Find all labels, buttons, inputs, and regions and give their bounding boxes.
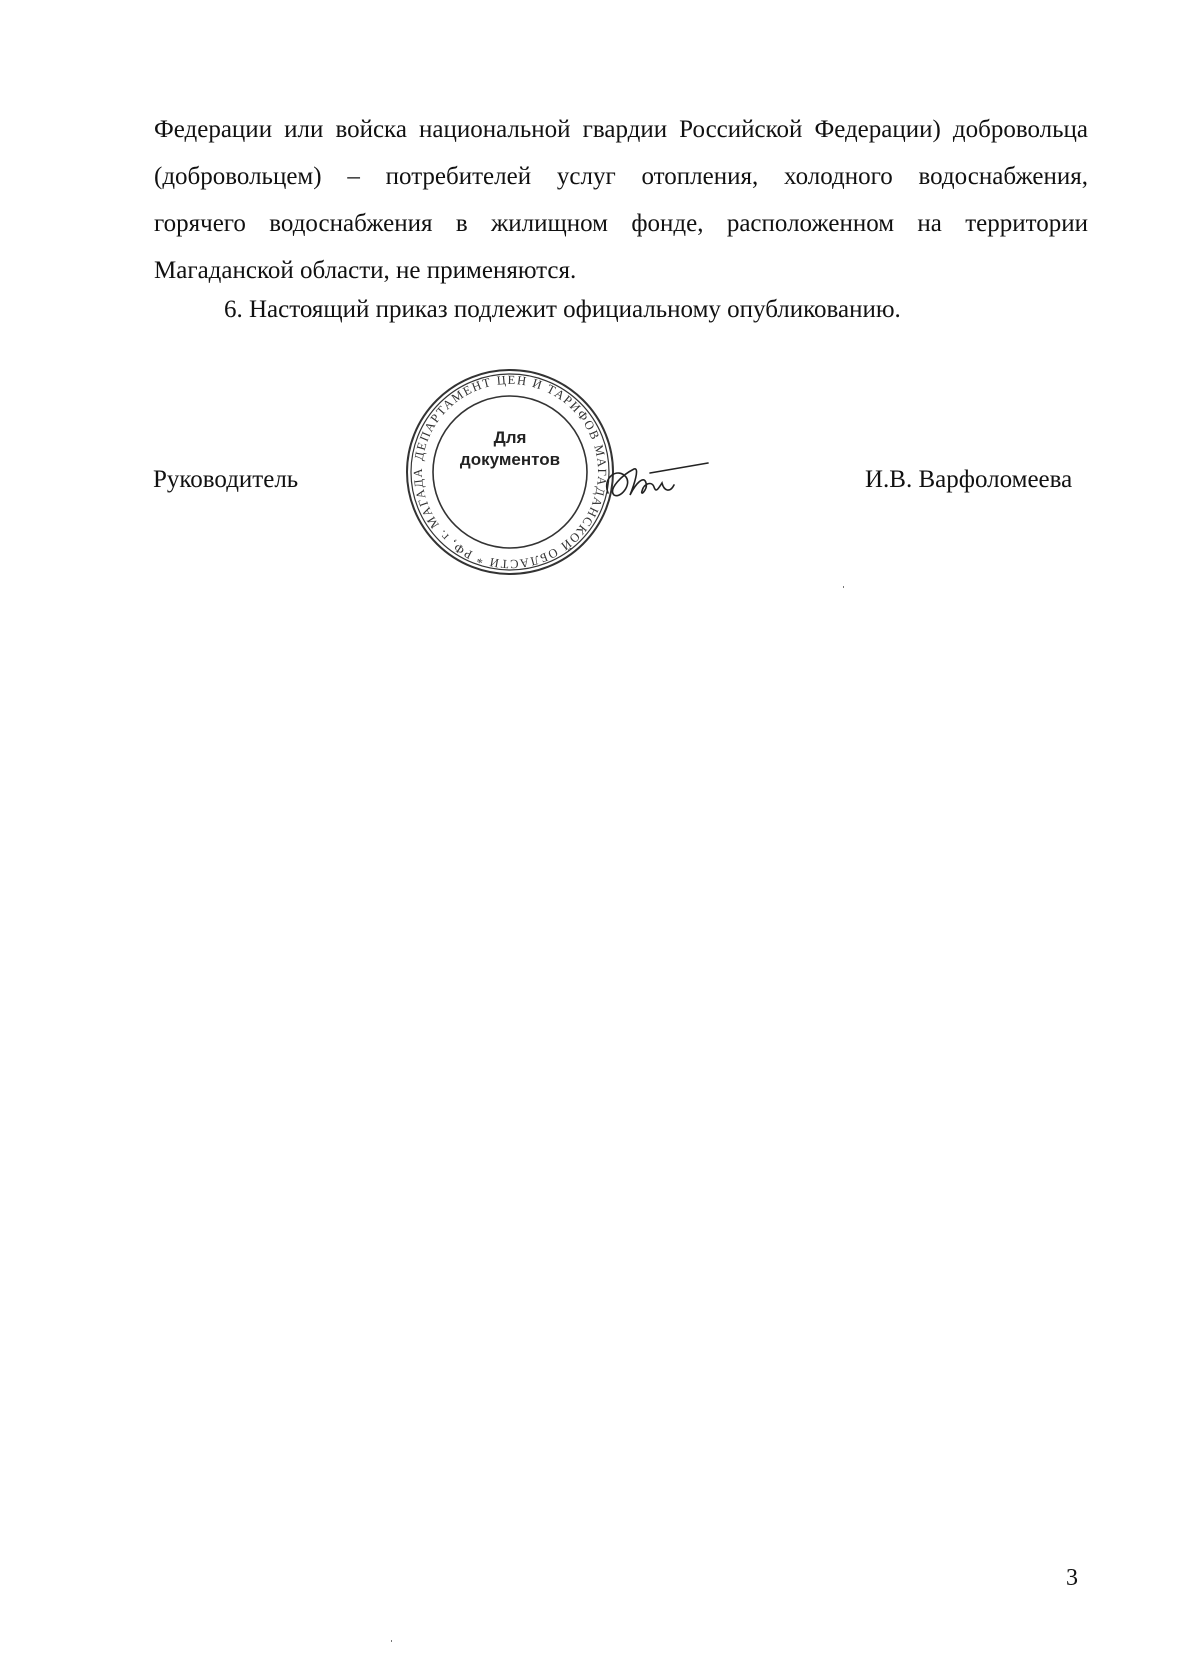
page-number: 3 [1066, 1565, 1078, 1591]
stamp-outer-text: ДЕПАРТАМЕНТ ЦЕН И ТАРИФОВ МАГАДАНСКОЙ ОБЛАСТИ * РФ, г. МАГАДА [410, 372, 610, 572]
paragraph-line-1: Федерации или войска национальной гвардии Российской Федерации) добровольца [154, 116, 1088, 143]
scan-speck [843, 586, 844, 588]
official-stamp [390, 362, 630, 582]
paragraph-6: 6. Настоящий приказ подлежит официальному опубликованию. [224, 296, 901, 323]
stamp-center-line-2: документов [459, 450, 561, 469]
paragraph-line-2: (добровольцем) – потребителей услуг отопления, холодного водоснабжения, [154, 163, 1088, 190]
paragraph-line-4: Магаданской области, не применяются. [154, 257, 577, 284]
paragraph-line-3: горячего водоснабжения в жилищном фонде, расположенном на территории [154, 210, 1088, 237]
signature-name: И.В. Варфоломеева [865, 466, 1073, 493]
stamp-center-line-1: Для [493, 428, 527, 447]
scan-speck [391, 1640, 392, 1642]
signature-role: Руководитель [153, 466, 299, 493]
handwritten-signature [600, 455, 710, 515]
stamp-seal-graphic [390, 362, 630, 582]
